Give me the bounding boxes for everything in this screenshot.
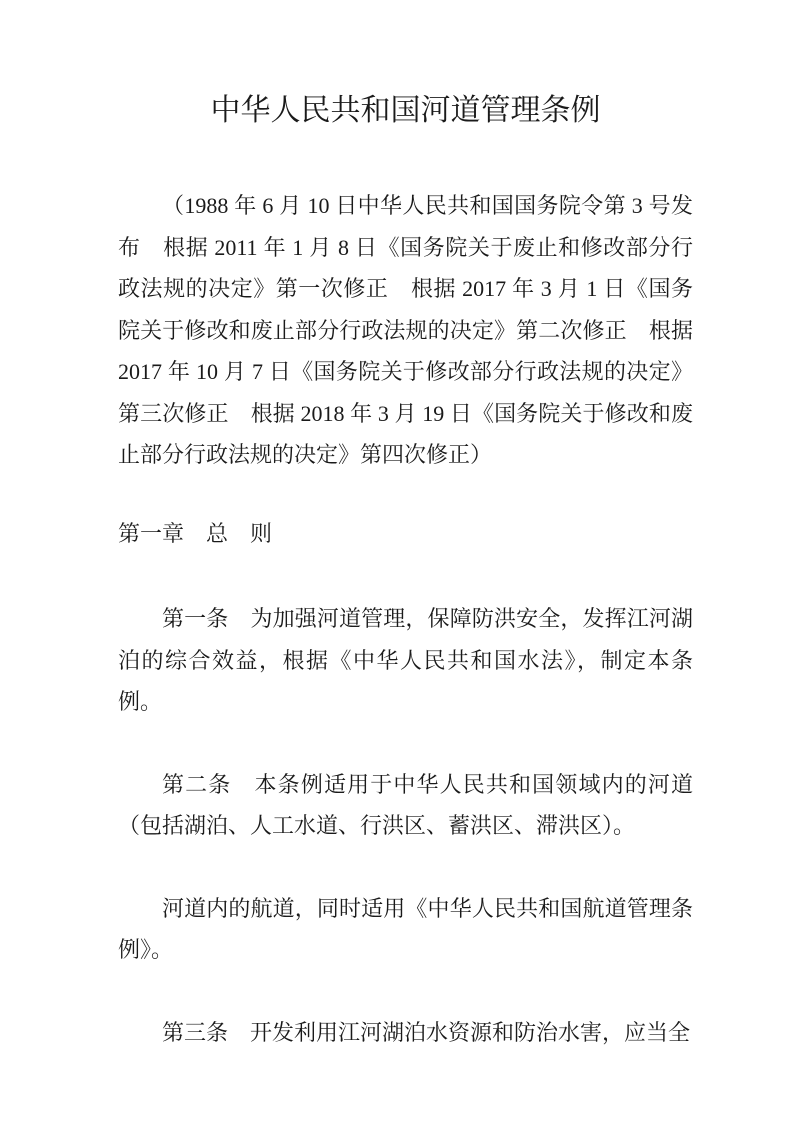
article-paragraph-1: 第一条 为加强河道管理，保障防洪安全，发挥江河湖泊的综合效益，根据《中华人民共和国水法》，制定本条例。: [118, 606, 693, 714]
document-title: 中华人民共和国河道管理条例: [210, 93, 601, 128]
article-paragraph-2-continued: 河道内的航道，同时适用《中华人民共和国航道管理条例》。: [118, 895, 693, 962]
article-paragraph-2: 第二条 本条例适用于中华人民共和国领域内的河道（包括湖泊、人工水道、行洪区、蓄洪区、滞洪区）。: [118, 771, 693, 838]
article-paragraph-3-truncated: 第三条 开发利用江河湖泊水资源和防治水害，应当全: [162, 1019, 691, 1045]
chapter-heading: 第一章 总 则: [118, 520, 273, 546]
promulgation-note: （1988 年 6 月 10 日中华人民共和国国务院令第 3 号发布 根据 2011 年 1 月 8 日《国务院关于废止和修改部分行政法规的决定》第一次修正 根据 2017 年 3 月 1 日《国务院关于修改和废止部分行政法规的决定》第二次修正 根据 2017 年 10 月 7 日《国务院关于修改部分行政法规的决定》第三次修正 根据 2018 年 3 月 19 日《国务院关于修改和废止部分行政法规的决定》第四次修正）: [118, 193, 693, 467]
